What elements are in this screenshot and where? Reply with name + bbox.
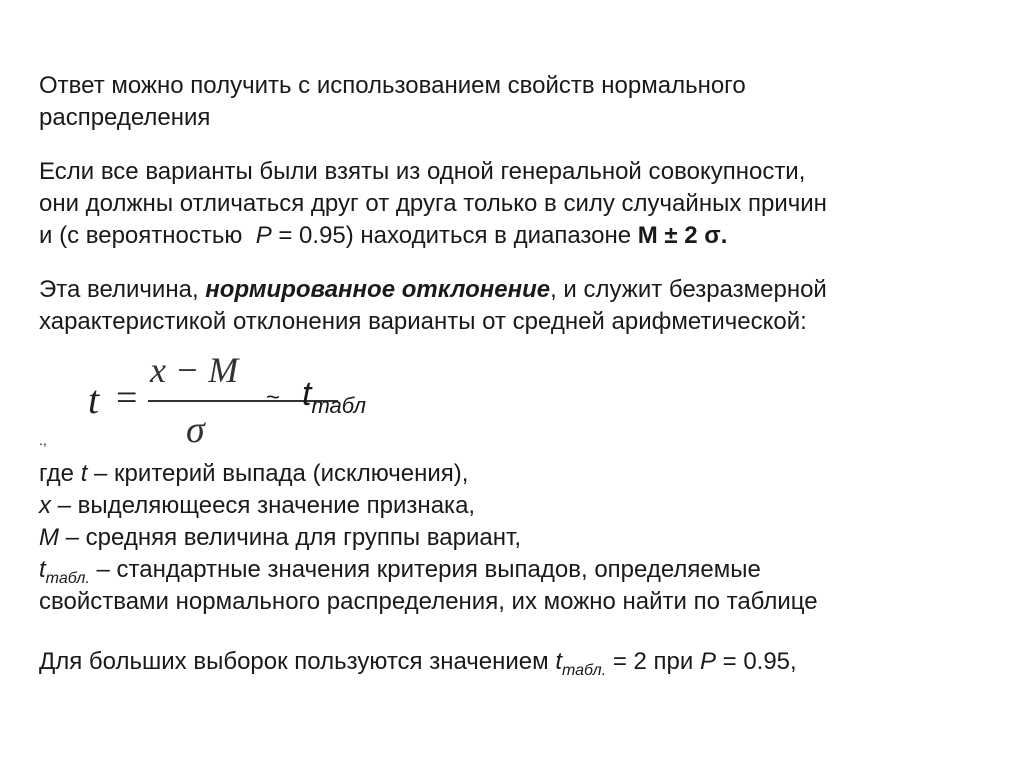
definition-t-variable: t xyxy=(80,460,88,487)
definition-t-table-continued: свойствами нормального распределения, их можно найти по таблице xyxy=(39,588,818,615)
normalized-deviation-term: нормированное отклонение xyxy=(205,276,551,303)
probability-variable: P xyxy=(255,222,272,249)
formula-denominator: σ xyxy=(186,409,205,451)
deviation-line-1 xyxy=(39,274,999,306)
definition-x-text: – выделяющееся значение признака, xyxy=(51,492,476,519)
definition-m-text: – средняя величина для группы вариант, xyxy=(59,524,521,551)
range-text: М ± 2 σ xyxy=(637,222,721,249)
formula-t-table-letter: t xyxy=(302,375,312,413)
range-period: . xyxy=(720,222,728,249)
large-samples-p: P xyxy=(699,648,716,675)
variants-paragraph xyxy=(39,156,999,252)
formula-numerator: x − M xyxy=(150,350,239,390)
definition-t-text: – критерий выпада (исключения), xyxy=(87,460,469,487)
range-expression xyxy=(638,222,721,249)
deviation-line-1-end: , и служит безразмерной xyxy=(550,276,827,303)
formula xyxy=(88,352,408,452)
large-samples-end: = 0.95, xyxy=(715,648,797,675)
variants-line-2: они должны отличаться друг от друга только в силу случайных причин xyxy=(39,190,827,217)
definition-t xyxy=(39,458,999,490)
formula-t: t xyxy=(88,377,100,422)
definition-t-table xyxy=(39,554,999,586)
variants-line-1: Если все варианты были взяты из одной генеральной совокупности, xyxy=(39,158,806,185)
probability-value: = 0.95 xyxy=(271,222,346,249)
intro-line-1: Ответ можно получить с использованием свойств нормального xyxy=(39,72,746,99)
formula-equals: = xyxy=(116,377,138,419)
formula-t-table xyxy=(302,374,367,418)
definition-x xyxy=(39,490,999,522)
large-samples-start: Для больших выборок пользуются значением xyxy=(39,648,556,675)
definition-m-variable: М xyxy=(39,524,59,551)
formula-t-table-subscript: табл xyxy=(311,393,367,418)
large-samples-paragraph xyxy=(39,646,999,678)
deviation-line-1-start: Эта величина, xyxy=(39,276,206,303)
formula-tilde: ~ xyxy=(266,384,281,411)
intro-paragraph xyxy=(39,70,999,134)
large-samples-middle: = 2 при xyxy=(606,648,700,675)
large-samples-t-subscript: табл. xyxy=(561,662,607,679)
intro-line-2: распределения xyxy=(39,104,211,131)
deviation-line-2: характеристикой отклонения варианты от средней арифметической: xyxy=(39,308,807,335)
large-samples-line xyxy=(39,646,999,678)
definitions-list xyxy=(39,458,999,618)
variants-line-3-middle: ) находиться в диапазоне xyxy=(345,222,638,249)
formula-trailing-punctuation: ., xyxy=(39,432,47,448)
definition-t-table-text: – стандартные значения критерия выпадов, определяемые xyxy=(89,556,761,583)
variants-line-3 xyxy=(39,220,999,252)
deviation-paragraph xyxy=(39,274,999,338)
definition-x-variable: x xyxy=(39,492,51,519)
definition-t-prefix: где xyxy=(39,460,81,487)
definition-t-table-subscript: табл. xyxy=(45,570,90,587)
definition-m xyxy=(39,522,999,554)
variants-line-3-start: и (с вероятностью xyxy=(39,222,256,249)
definition-t-table-variable: t xyxy=(39,556,46,583)
large-samples-t: t xyxy=(555,648,562,675)
